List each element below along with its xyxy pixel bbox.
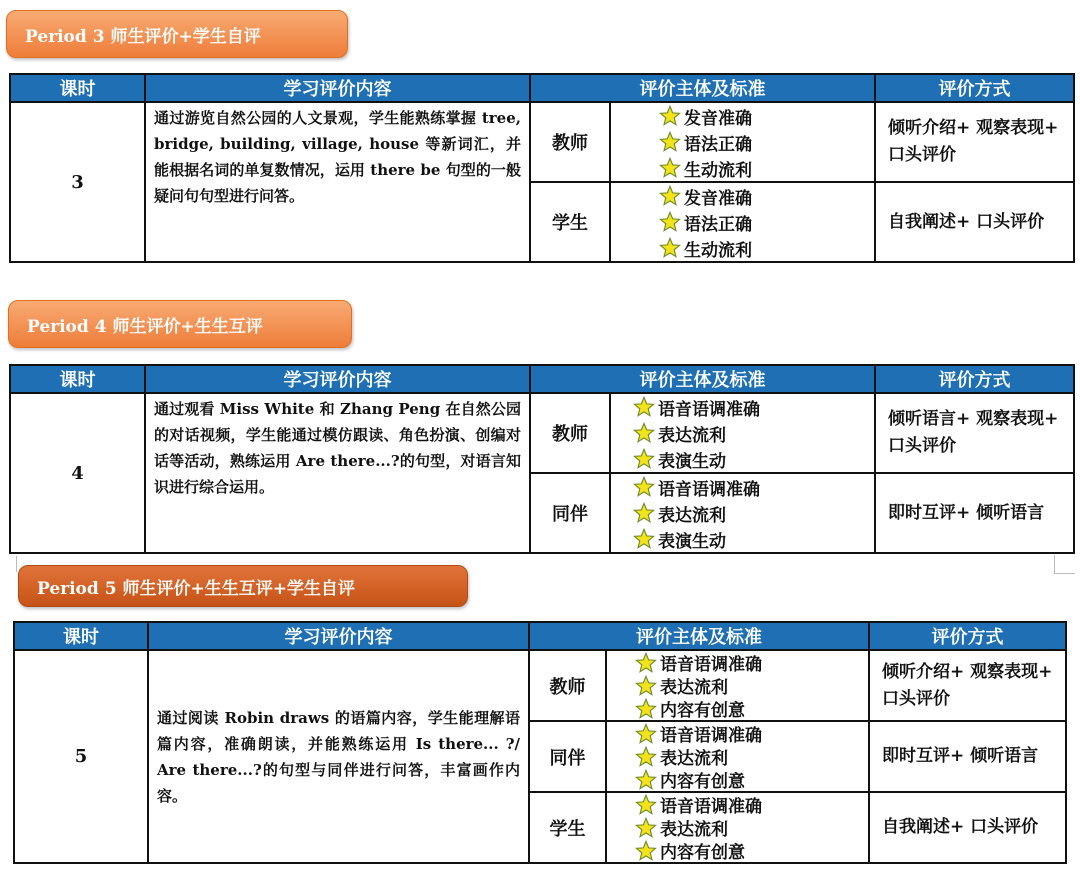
standard-text: 语法正确 (684, 214, 752, 235)
standards-list (611, 394, 874, 472)
standard-item (635, 816, 868, 839)
standard-item (635, 722, 868, 745)
standards-cell (610, 473, 875, 553)
star-icon (635, 769, 657, 791)
standard-text: 发音准确 (684, 108, 752, 129)
header-subject-standard: 评价主体及标准 (530, 74, 875, 102)
standard-text: 表演生动 (658, 531, 726, 552)
header-method: 评价方式 (869, 622, 1066, 650)
star-icon (635, 723, 657, 745)
standard-text: 内容有创意 (660, 772, 745, 792)
subject-cell: 学生 (529, 792, 606, 863)
standard-text: 表达流利 (658, 505, 726, 526)
standard-item (635, 674, 868, 697)
standard-text: 生动流利 (684, 160, 752, 181)
standard-item (635, 745, 868, 768)
header-lesson: 课时 (10, 74, 145, 102)
standard-text: 表达流利 (660, 678, 728, 698)
period-5-title-text: Period 5 师生评价+生生互评+学生自评 (37, 578, 355, 599)
standard-item (633, 500, 874, 526)
method-cell: 倾听介绍+ 观察表现+ 口头评价 (875, 102, 1074, 182)
period-5-table (13, 621, 1065, 863)
star-icon (633, 528, 655, 550)
standard-text: 语音语调准确 (658, 399, 760, 420)
standard-text: 内容有创意 (660, 843, 745, 863)
standard-text: 语音语调准确 (660, 726, 762, 746)
period-4-title (8, 300, 352, 348)
standard-item (659, 235, 874, 261)
lesson-number: 3 (10, 102, 145, 262)
standard-item (659, 129, 874, 155)
standards-list (607, 651, 868, 720)
star-icon (635, 746, 657, 768)
header-subject-standard: 评价主体及标准 (530, 365, 875, 393)
star-icon (633, 422, 655, 444)
standard-item (659, 155, 874, 181)
subject-cell: 教师 (529, 650, 606, 721)
standards-list (611, 103, 874, 181)
star-icon (659, 185, 681, 207)
star-icon (633, 448, 655, 470)
standard-text: 生动流利 (684, 240, 752, 261)
header-lesson: 课时 (10, 365, 145, 393)
header-content: 学习评价内容 (145, 74, 530, 102)
lesson-number: 4 (10, 393, 145, 553)
star-icon (633, 396, 655, 418)
standard-text: 发音准确 (684, 188, 752, 209)
standard-text: 表达流利 (660, 749, 728, 769)
period-4-title-text: Period 4 师生评价+生生互评 (27, 316, 263, 337)
standard-item (635, 768, 868, 791)
star-icon (635, 698, 657, 720)
standard-text: 语音语调准确 (660, 797, 762, 817)
standard-text: 语法正确 (684, 134, 752, 155)
standards-list (607, 722, 868, 791)
standard-item (659, 183, 874, 209)
learning-content: 通过游览自然公园的人文景观，学生能熟练掌握 tree, bridge, building, village, house 等新词汇，并能根据名词的单复数情况，运用 there be 句型的一般疑问句句型进行问答。 (145, 102, 530, 262)
standard-text: 表达流利 (658, 425, 726, 446)
star-icon (659, 211, 681, 233)
period-3-table (9, 73, 1073, 261)
star-icon (635, 652, 657, 674)
subject-cell: 同伴 (530, 473, 610, 553)
standards-cell (610, 182, 875, 262)
header-content: 学习评价内容 (148, 622, 529, 650)
learning-content: 通过阅读 Robin draws 的语篇内容，学生能理解语篇内容，准确朗读，并能熟练运用 Is there... ?/ Are there...?的句型与同伴进行问答，丰富画作内容。 (148, 650, 529, 863)
subject-cell: 教师 (530, 102, 610, 182)
standard-item (635, 697, 868, 720)
header-lesson: 课时 (14, 622, 148, 650)
header-method: 评价方式 (875, 365, 1074, 393)
star-icon (633, 502, 655, 524)
standard-item (633, 394, 874, 420)
standards-cell (606, 721, 869, 792)
standards-cell (606, 650, 869, 721)
standard-item (633, 526, 874, 552)
star-icon (659, 237, 681, 259)
star-icon (633, 476, 655, 498)
page-corner-mark (1054, 555, 1075, 574)
star-icon (635, 840, 657, 862)
period-4-table (9, 364, 1073, 552)
star-icon (659, 131, 681, 153)
standard-item (633, 446, 874, 472)
method-cell: 即时互评+ 倾听语言 (869, 721, 1066, 792)
star-icon (659, 157, 681, 179)
star-icon (635, 675, 657, 697)
standards-list (607, 793, 868, 862)
standard-item (635, 839, 868, 862)
period-5-title (18, 565, 468, 607)
standards-cell (610, 393, 875, 473)
lesson-number: 5 (14, 650, 148, 863)
standard-item (633, 420, 874, 446)
learning-content: 通过观看 Miss White 和 Zhang Peng 在自然公园的对话视频，学生能通过模仿跟读、角色扮演、创编对话等活动，熟练运用 Are there...?的句型，对语言知识进行综合运用。 (145, 393, 530, 553)
subject-cell: 同伴 (529, 721, 606, 792)
standards-list (611, 183, 874, 261)
standard-item (633, 474, 874, 500)
standard-item (635, 793, 868, 816)
star-icon (635, 817, 657, 839)
period-3-title-text: Period 3 师生评价+学生自评 (25, 26, 261, 47)
standard-item (635, 651, 868, 674)
period-3-title (6, 10, 348, 58)
method-cell: 倾听语言+ 观察表现+ 口头评价 (875, 393, 1074, 473)
standard-text: 语音语调准确 (660, 655, 762, 675)
method-cell: 自我阐述+ 口头评价 (875, 182, 1074, 262)
method-cell: 自我阐述+ 口头评价 (869, 792, 1066, 863)
standards-cell (610, 102, 875, 182)
standards-cell (606, 792, 869, 863)
standard-item (659, 103, 874, 129)
header-subject-standard: 评价主体及标准 (529, 622, 869, 650)
subject-cell: 教师 (530, 393, 610, 473)
standard-text: 表达流利 (660, 820, 728, 840)
star-icon (635, 794, 657, 816)
standard-item (659, 209, 874, 235)
subject-cell: 学生 (530, 182, 610, 262)
page-corner-mark (2, 556, 17, 572)
standard-text: 表演生动 (658, 451, 726, 472)
standards-list (611, 474, 874, 552)
standard-text: 内容有创意 (660, 701, 745, 721)
method-cell: 倾听介绍+ 观察表现+ 口头评价 (869, 650, 1066, 721)
header-content: 学习评价内容 (145, 365, 530, 393)
star-icon (659, 105, 681, 127)
standard-text: 语音语调准确 (658, 479, 760, 500)
header-method: 评价方式 (875, 74, 1074, 102)
method-cell: 即时互评+ 倾听语言 (875, 473, 1074, 553)
